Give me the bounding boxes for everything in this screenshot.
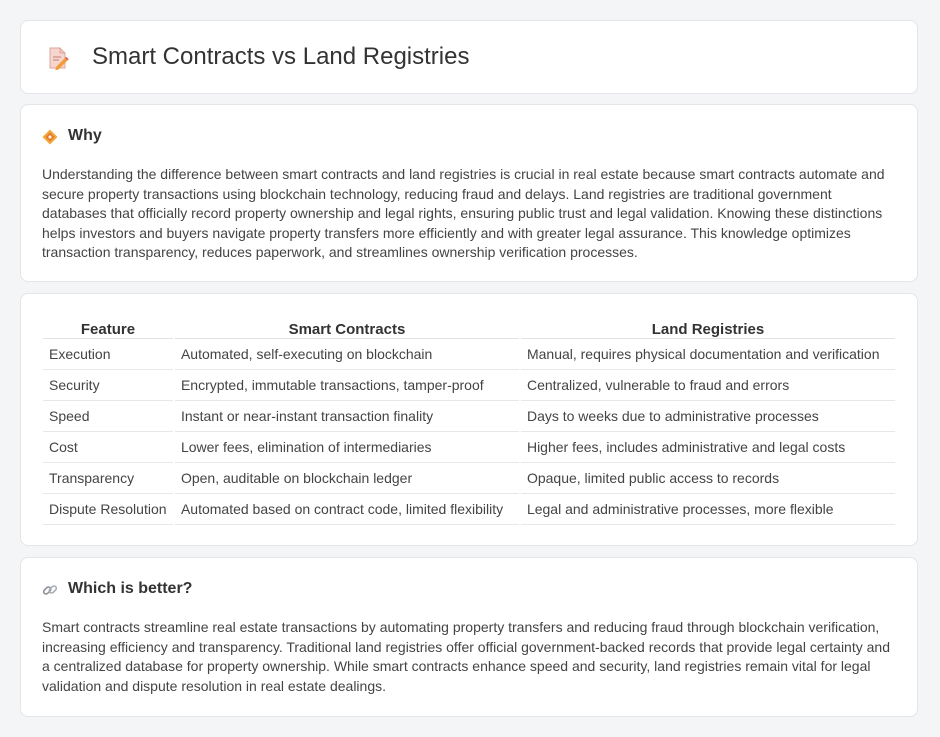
which-is-better-text: Smart contracts streamline real estate transactions by automating property transfers and reducing fraud through blockchain verification, increasing efficiency and transparency. Traditional land registries offer official government-backed records that provide legal certainty and a centralized database for property ownership. While smart contracts enhance speed and security, land registries remain vital for legal validation and dispute resolution in real estate dealings. — [42, 619, 890, 694]
column-header-feature: Feature — [43, 314, 173, 339]
land-registries-cell: Manual, requires physical documentation and verification — [521, 339, 895, 370]
smart-contracts-cell: Open, auditable on blockchain ledger — [175, 463, 519, 494]
table-row — [43, 494, 895, 525]
land-registries-cell: Days to weeks due to administrative processes — [521, 401, 895, 432]
header-card — [20, 20, 918, 94]
which-is-better-section — [20, 557, 918, 717]
land-registries-cell: Legal and administrative processes, more flexible — [521, 494, 895, 525]
feature-cell: Security — [43, 370, 173, 401]
smart-contracts-cell: Lower fees, elimination of intermediaries — [175, 432, 519, 463]
why-text: Understanding the difference between smart contracts and land registries is crucial in real estate because smart contracts automate and secure property transactions using blockchain technology, reducing fraud and delays. Land registries are traditional government databases that officially record property ownership and legal rights, ensuring public trust and legal validation. Knowing these distinctions helps investors and buyers navigate property transfers more efficiently and with greater legal assurance. This knowledge optimizes transaction transparency, reduces paperwork, and streamlines ownership verification processes. — [42, 166, 885, 261]
document-pen-icon — [47, 46, 69, 70]
link-icon — [42, 582, 58, 598]
land-registries-cell: Centralized, vulnerable to fraud and errors — [521, 370, 895, 401]
feature-cell: Transparency — [43, 463, 173, 494]
land-registries-cell: Opaque, limited public access to records — [521, 463, 895, 494]
smart-contracts-cell: Instant or near-instant transaction finality — [175, 401, 519, 432]
table-row — [43, 370, 895, 401]
table-row — [43, 463, 895, 494]
comparison-section — [20, 293, 918, 546]
feature-cell: Speed — [43, 401, 173, 432]
smart-contracts-cell: Automated based on contract code, limited flexibility — [175, 494, 519, 525]
table-row — [43, 432, 895, 463]
why-title: Why — [68, 127, 102, 144]
feature-cell: Dispute Resolution — [43, 494, 173, 525]
feature-cell: Cost — [43, 432, 173, 463]
column-header-land-registries: Land Registries — [521, 314, 895, 339]
smart-contracts-cell: Automated, self-executing on blockchain — [175, 339, 519, 370]
smart-contracts-cell: Encrypted, immutable transactions, tamper-proof — [175, 370, 519, 401]
which-is-better-title: Which is better? — [68, 580, 193, 597]
table-header-row — [43, 314, 895, 339]
page-title: Smart Contracts vs Land Registries — [92, 43, 470, 70]
feature-cell: Execution — [43, 339, 173, 370]
table-row — [43, 339, 895, 370]
column-header-smart-contracts: Smart Contracts — [175, 314, 519, 339]
comparison-table — [41, 314, 897, 525]
diamond-icon — [42, 129, 58, 145]
land-registries-cell: Higher fees, includes administrative and legal costs — [521, 432, 895, 463]
table-row — [43, 401, 895, 432]
why-section — [20, 104, 918, 282]
